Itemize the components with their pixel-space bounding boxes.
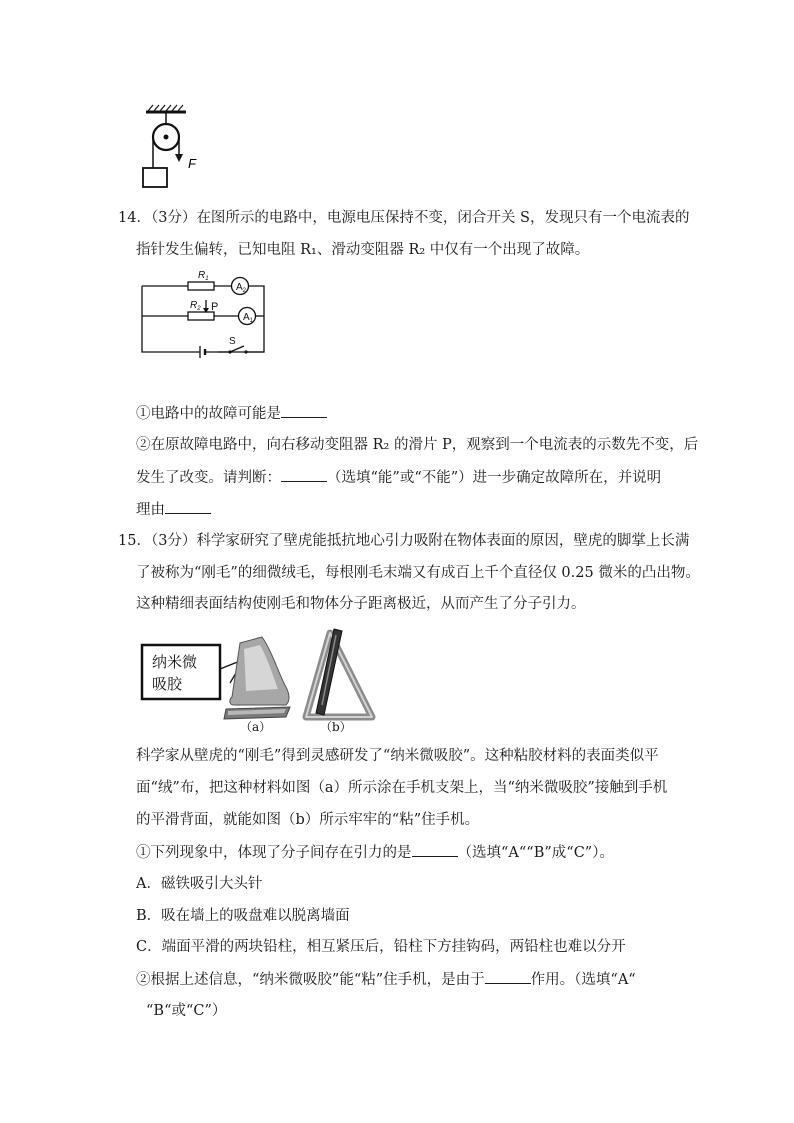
- q14-sub2-a: 发生了改变。请判断：: [136, 470, 281, 486]
- nano-glue-box-line-2: 吸胶: [152, 675, 183, 693]
- q15-sub2-line-1: [136, 969, 636, 990]
- force-label: F: [188, 156, 196, 171]
- q15-sub1-b: （选填“A““B”成“C”）。: [457, 845, 614, 861]
- q14-sub1-line: [136, 403, 327, 424]
- q15-option-a: A．磁铁吸引大头针: [136, 876, 263, 892]
- q14-number: 14．（3分）: [118, 210, 197, 226]
- q14-stem-line-2: 指针发生偏转，已知电阻 R₁、滑动变阻器 R₂ 中仅有一个出现了故障。: [136, 242, 590, 258]
- svg-text:R1: [198, 270, 209, 282]
- r2-label: R: [190, 300, 198, 311]
- nano-glue-box-line-1: 纳米微: [152, 653, 198, 671]
- q15-stem-line-1: [118, 531, 689, 551]
- q14-sub2-line-3: [136, 499, 211, 520]
- q15-stem-line-2: 了被称为“刚毛”的细微绒毛，每根刚毛末端又有成百上千个直径仅 0.25 微米的凸出物。: [136, 565, 700, 581]
- q14-stem-1: 在图所示的电路中，电源电压保持不变，闭合开关 S，发现只有一个电流表的: [196, 210, 690, 226]
- figure-a-caption: （a）: [240, 720, 272, 734]
- switch-s-label: S: [229, 336, 236, 347]
- q15-sub2-line-2: “B“或“C”）: [146, 1003, 227, 1019]
- q15-sub1-a: ①下列现象中，体现了分子间存在引力的是: [136, 845, 412, 861]
- q15-sub1-line: [136, 842, 614, 863]
- q14-sub2-b: （选填“能”或“不能”）进一步确定故障所在，并说明: [327, 470, 662, 486]
- q14-sub2-answer-blank[interactable]: [281, 467, 327, 482]
- pulley-figure: [140, 104, 210, 190]
- q15-option-c: C．端面平滑的两块铅柱，相互紧压后，铅柱下方挂钩码，两铅柱也难以分开: [136, 939, 626, 955]
- q15-option-b: B．吸在墙上的吸盘难以脱离墙面: [136, 908, 350, 924]
- r2-subscript: 2: [197, 306, 201, 312]
- q15-sub2-answer-blank[interactable]: [485, 969, 531, 984]
- q15-sub1-answer-blank[interactable]: [412, 842, 458, 857]
- q14-reason-answer-blank[interactable]: [165, 499, 211, 514]
- q14-sub1: ①电路中的故障可能是: [136, 406, 281, 422]
- q14-circuit-diagram: [138, 266, 270, 358]
- q14-stem-line-1: [118, 208, 689, 228]
- figure-b-caption: （b）: [320, 720, 352, 734]
- r1-label: R: [198, 270, 206, 281]
- q14-sub2-line-1: ②在原故障电路中，向右移动变阻器 R₂ 的滑片 P，观察到一个电流表的示数先不变，后: [136, 437, 699, 453]
- a1-label: A: [243, 312, 250, 323]
- q14-sub2-reason: 理由: [136, 502, 165, 518]
- q15-sub2-b: 作用。（选填“A“: [530, 972, 636, 988]
- q14-sub1-answer-blank[interactable]: [281, 403, 327, 418]
- q15-para-line-3: 的平滑背面，就能如图（b）所示牢牢的“粘”住手机。: [136, 812, 480, 828]
- q15-sub2-a: ②根据上述信息，“纳米微吸胶”能“粘”住手机，是由于: [136, 972, 485, 988]
- svg-text:A1: [243, 312, 254, 324]
- a1-subscript: 1: [249, 318, 254, 324]
- q15-stem-line-3: 这种精细表面结构使刚毛和物体分子距离极近，从而产生了分子引力。: [136, 596, 586, 612]
- q15-number: 15．（3分）: [118, 533, 197, 549]
- q15-figure: [140, 625, 380, 733]
- svg-text:A2: [236, 282, 247, 294]
- q15-stem-1: 科学家研究了壁虎能抵抗地心引力吸附在物体表面的原因，壁虎的脚掌上长满: [196, 533, 690, 549]
- a2-subscript: 2: [242, 288, 247, 294]
- svg-text:R2: [190, 300, 201, 312]
- q14-sub2-line-2: [136, 467, 661, 488]
- q15-para-line-2: 面“绒”布，把这种材料如图（a）所示涂在手机支架上，当“纳米微吸胶”接触到手机: [136, 780, 668, 796]
- a2-label: A: [236, 282, 243, 293]
- slider-p-label: P: [211, 301, 219, 313]
- r1-subscript: 1: [205, 276, 209, 282]
- q15-para-line-1: 科学家从壁虎的“刚毛”得到灵感研发了“纳米微吸胶”。这种粘胶材料的表面类似平: [136, 748, 659, 764]
